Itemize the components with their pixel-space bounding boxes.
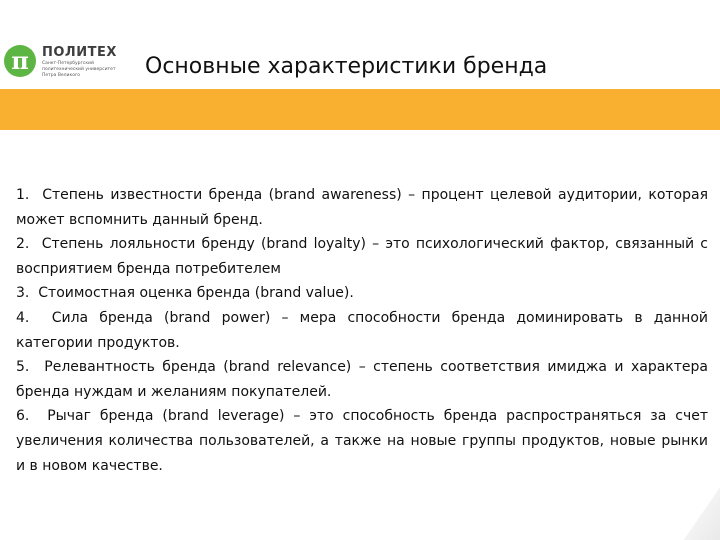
logo-subtitle-line: политехнический университет <box>42 67 116 72</box>
list-item <box>16 306 708 355</box>
item-description: бренда (brand awareness) – процент целевой аудитории, которая может вспомнить данный бренд. <box>16 187 708 228</box>
item-term: Сила бренда <box>51 309 153 326</box>
item-number: 3. <box>16 285 30 302</box>
item-number: 1. <box>16 187 30 203</box>
item-number: 2. <box>16 236 30 253</box>
item-term: Степень известности <box>42 187 203 203</box>
logo-subtitle-line: Петра Великого <box>42 73 81 78</box>
logo-title: ПОЛИТЕХ <box>42 45 117 60</box>
list-item <box>16 232 708 281</box>
list-item <box>16 281 708 306</box>
item-term: Рычаг бренда <box>47 408 154 425</box>
pi-logo-icon: π <box>4 45 36 77</box>
item-number: 4. <box>16 309 30 326</box>
logo-subtitle-line: Санкт-Петербургский <box>42 61 94 66</box>
item-description: (brand leverage) – это способность бренда распространяться за счет увеличения количества пользователей, а также на новые группы продуктов, новые рынки и в новом качестве. <box>16 408 708 474</box>
item-term: Релевантность бренда <box>44 359 216 376</box>
list-item <box>16 183 708 232</box>
item-description: (brand loyalty) – это психологический фактор, связанный с восприятием бренда потребителем <box>16 236 709 277</box>
item-description: (brand relevance) – степень соответствия имиджа и характера бренда нуждам и желаниям покупателей. <box>16 359 708 400</box>
characteristics-list <box>16 183 708 478</box>
slide-title: Основные характеристики бренда <box>145 54 548 79</box>
logo-subtitle <box>42 61 134 79</box>
page-curl-decoration <box>680 482 720 540</box>
item-term: Степень лояльности бренду <box>41 236 255 253</box>
list-item <box>16 404 708 478</box>
polytech-logo <box>4 45 134 85</box>
item-term: Стоимостная оценка <box>38 285 193 302</box>
list-item <box>16 355 708 404</box>
item-description: (brand power) – мера способности бренда доминировать в данной категории продуктов. <box>16 309 708 351</box>
item-number: 5. <box>16 359 30 376</box>
item-number: 6. <box>16 408 30 425</box>
item-description: бренда (brand value). <box>192 285 354 302</box>
